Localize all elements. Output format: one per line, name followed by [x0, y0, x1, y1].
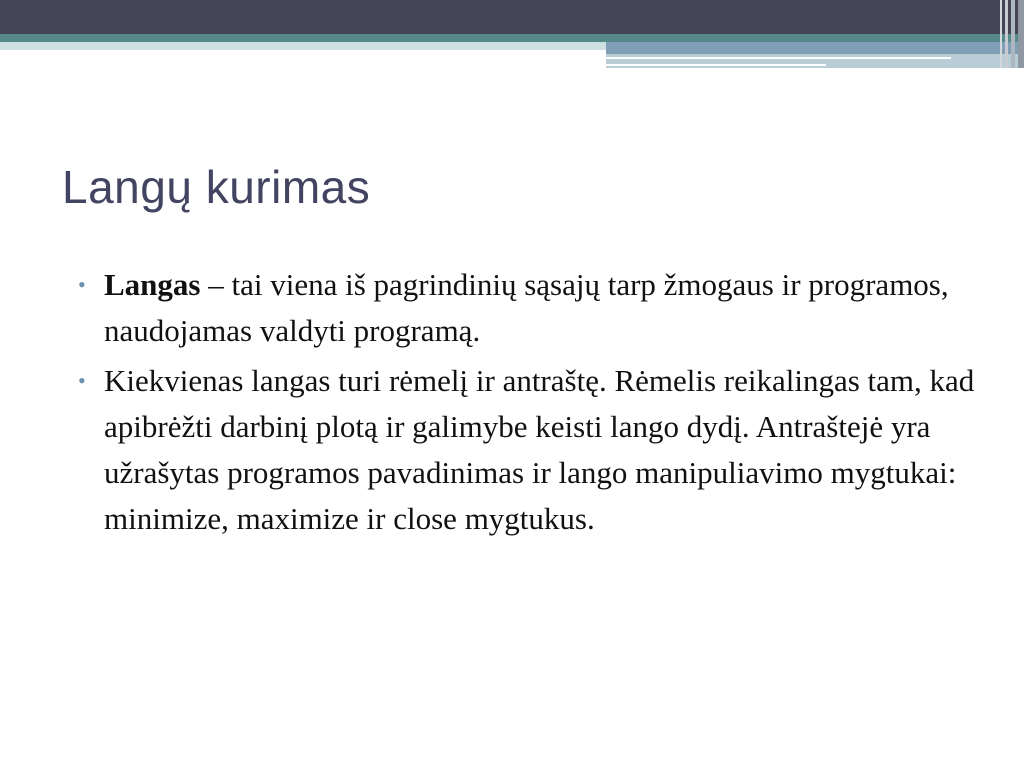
header-end-stripes [990, 0, 1024, 68]
header-accent-line [606, 64, 826, 66]
stripe [1011, 0, 1015, 68]
bullet-list [78, 262, 978, 546]
header-accent-line [606, 57, 951, 59]
stripe [1018, 0, 1024, 68]
bullet-item [78, 358, 978, 542]
header-band-dark [0, 0, 1024, 34]
bullet-icon: • [78, 368, 86, 393]
stripe [1000, 0, 1002, 68]
header-accent-bar [606, 42, 1024, 54]
stripe [1005, 0, 1008, 68]
header-band-teal [0, 34, 1024, 42]
slide-title: Langų kurimas [62, 161, 371, 213]
bullet-text: Kiekvienas langas turi rėmelį ir antraštę. Rėmelis reikalingas tam, kad apibrėžti darbinį plotą ir galimybe keisti lango dydį. Antraštejė yra užrašytas programos pavadinimas ir lango manipuliavimo mygtukai: minimize, maximize ir close mygtukus. [104, 363, 975, 536]
bullet-item [78, 262, 978, 354]
bullet-term: Langas [104, 267, 201, 302]
bullet-icon: • [78, 272, 86, 297]
bullet-text: – tai viena iš pagrindinių sąsajų tarp žmogaus ir programos, naudojamas valdyti programą. [104, 267, 949, 348]
